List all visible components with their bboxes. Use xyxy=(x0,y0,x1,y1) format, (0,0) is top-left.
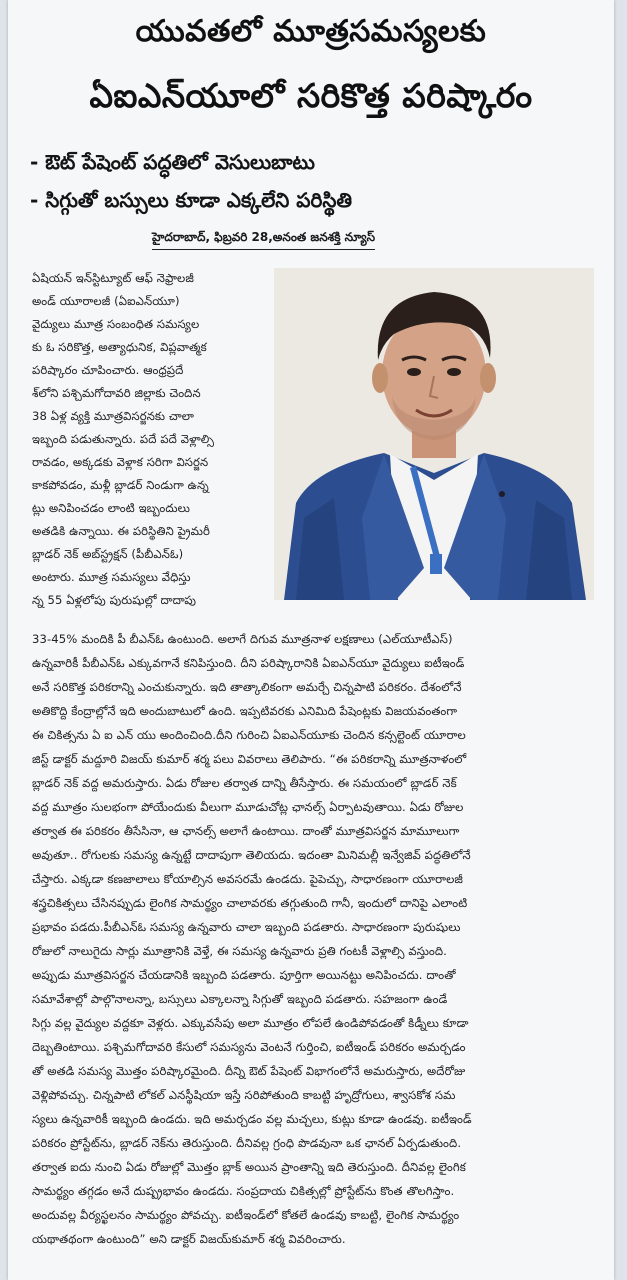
body-text-line: ప్రభావం పడదు.పీబీఎన్ఓ సమస్య ఉన్నవారు చాలా ఇబ్బంది పడతారు. సాధారణంగా పురుషులు xyxy=(32,920,461,934)
body-text-line: ఈ చికిత్సను ఏ ఐ ఎన్ యు అందించింది.దీని గురించి ఏఐఎన్‌యూకు చెందిన కన్సల్టెంట్ యూరాల xyxy=(32,728,466,742)
body-text-line: అతడికి ఉన్నాయి. ఈ పరిస్థితిని ప్రైమరీ xyxy=(32,524,210,538)
body-text-line: కు ఓ సరికొత్త, అత్యాధునిక, విప్లవాత్మక xyxy=(32,340,207,354)
body-text-line: అనే సరికొత్త పరికరాన్ని ఎంచుకున్నారు. ఇది తాత్కాలికంగా అమర్చే చిన్నపాటి పరికరం. దేశంలోనే xyxy=(32,680,462,694)
body-text-line: శస్త్రచికిత్సలు చేసినప్పుడు లైంగిక సామర్థ్యం చాలావరకు తగ్గుతుంది గానీ, ఇందులో దానిపై ఎలాంటి xyxy=(32,896,468,910)
portrait-illustration xyxy=(274,268,594,600)
body-text-line: 33-45% మందికి పీ బీఎన్ఓ ఉంటుంది. అలాగే దిగువ మూత్రనాళ లక్షణాలు (ఎల్‌యూటీఎస్) xyxy=(32,632,453,646)
body-text-line: సమావేశాల్లో పాల్గొనాలన్నా, బస్సులు ఎక్కాలన్నా సిగ్గుతో ఇబ్బంది పడతారు. సహజంగా ఉండే xyxy=(32,992,448,1006)
body-text-line: అందువల్ల వీర్యస్ఖలనం సామర్థ్యం పోవచ్చు. ఐటీఇండ్‌లో కోతలే ఉండవు కాబట్టి, లైంగిక సామర్థ్యం xyxy=(32,1208,460,1222)
subheading-2: - సిగ్గుతో బస్సులు కూడా ఎక్కలేని పరిస్థితి xyxy=(30,188,353,212)
body-text-line: సిగ్గు వల్ల వైద్యుల వద్దకూ వెళ్లరు. ఎక్కువసేపు అలా మూత్రం లోపలే ఉండిపోవడంతో కిడ్నీలు కూడా xyxy=(32,1016,469,1030)
body-text-line: రోజులో నాలుగైదు సార్లు మూత్రానికి వెళ్తే, ఈ సమస్య ఉన్నవారు ప్రతి గంటకీ వెళ్లాల్సి వస్తుంది. xyxy=(32,944,447,958)
body-text-line: వద్ద మూత్రం సులభంగా పోయేందుకు వీలుగా మూడుచోట్ల ఛానల్స్ ఏర్పాటవుతాయి. ఏడు రోజుల xyxy=(32,800,464,814)
body-text-line: అప్పుడు మూత్రవిసర్జన చేయడానికి ఇబ్బంది పడతారు. పూర్తిగా అయినట్టు అనిపించదు. దాంతో xyxy=(32,968,456,982)
body-text-line: తర్వాత ఐదు నుంచి ఏడు రోజుల్లో మొత్తం బ్లాక్ అయిన ప్రాంతాన్ని ఇది తెరుస్తుంది. దీనివల్ల లైంగిక xyxy=(32,1160,466,1174)
body-text-line: బ్లాడర్ నెక్ అబ్‌స్ట్రక్షన్ (పీబీఎన్‌ఓ) xyxy=(32,547,184,561)
body-text-line: అంటారు. మూత్ర సమస్యలు వేధిస్తు xyxy=(32,570,191,584)
body-text-line: తర్వాత ఈ పరికరం తీసేసినా, ఆ ఛానల్స్ అలాగే ఉంటాయి. దాంతో మూత్రవిసర్జన మామూలుగా xyxy=(32,824,460,838)
body-text-line: జిస్ట్ డాక్టర్ మద్దూరి విజయ్ కుమార్ శర్మ పలు వివరాలు తెలిపారు. “ఈ పరికరాన్ని మూత్రనాళంలో xyxy=(32,752,467,766)
headline-line-1: యువతలో మూత్రసమస్యలకు xyxy=(135,14,487,49)
body-text-line: శ్‌లోని పశ్చిమగోదావరి జిల్లాకు చెందిన xyxy=(32,386,201,400)
body-text-line: ఏషియన్ ఇన్‌స్టిట్యూట్ ఆఫ్ నెఫ్రాలజీ xyxy=(32,271,194,285)
body-text-line: వైద్యులు మూత్ర సంబంధిత సమస్యల xyxy=(32,317,200,331)
body-text-line: పరికరం ప్రోస్టేట్‌ను, బ్లాడర్ నెక్‌ను తెరుస్తుంది. దీనివల్ల గ్రంధి పొడవునా ఒక ఛానల్ ఏర్పడుతుంది. xyxy=(32,1136,462,1150)
body-text-line: రావడం, అక్కడకు వెళ్లాక సరిగా విసర్జన xyxy=(32,455,209,469)
body-text-line: చేస్తారు. ఎక్కడా కణజాలాలు కోయాల్సిన అవసరమే ఉండదు. పైపెచ్చు, సాధారణంగా యూరాలజీ xyxy=(32,872,464,886)
body-text-line: 38 ఏళ్ల వ్యక్తి మూత్రవిసర్జనకు చాలా xyxy=(32,409,195,423)
body-text-line: దెబ్బతింటాయి. పశ్చిమగోదావరి కేసులో సమస్యను వెంటనే గుర్తించి, ఐటీఇండ్ పరికరం అమర్చడం xyxy=(32,1040,466,1054)
body-text-line: పరిష్కారం చూపించారు. ఆంధ్రప్రదే xyxy=(32,363,184,377)
subheading-1: - ఔట్ పేషెంట్ పద్ధతిలో వెసులుబాటు xyxy=(30,150,315,174)
dateline: హైదరాబాద్, ఫిబ్రవరి 28,అనంత జనశక్తి న్యూస్ xyxy=(152,230,375,250)
body-text-line: బ్లాడర్ నెక్ వద్ద అమరుస్తారు. ఏడు రోజుల తర్వాత దాన్ని తీసేస్తారు. ఈ సమయంలో బ్లాడర్ నెక్ xyxy=(32,776,457,790)
body-text-line: ఉన్నవారికీ పీబీఎన్‌ఓ ఎక్కువగానే కనిపిస్తుంది. దీని పరిష్కారానికి ఏఐఎన్‌యూ వైద్యులు ఐటీఇండ్ xyxy=(32,656,465,670)
body-text-line: సామర్థ్యం తగ్గడం అనే దుష్ప్రభావం ఉండదు. సంప్రదాయ చికిత్సల్లో ప్రోస్టేట్‌ను కొంత తొలగిస్తాం. xyxy=(32,1184,455,1198)
body-text-line: వెళ్లిపోవచ్చు. చిన్నపాటి లోకల్ ఎనస్థీషియా ఇస్తే సరిపోతుంది కాబట్టి హృద్రోగులు, శ్వాసకోశ సమ xyxy=(32,1088,456,1102)
body-text-line: అవుతూ.. రోగులకు సమస్య ఉన్నట్టే దాదాపుగా తెలియదు. ఇదంతా మినిమల్లీ ఇన్వేజివ్ పద్ధతిలోనే xyxy=(32,848,471,862)
body-text-line: స్యలు ఉన్నవారికీ ఇబ్బంది ఉండదు. ఇది అమర్చడం వల్ల మచ్చలు, కుట్లు కూడా ఉండవు. ఐటీఇండ్ xyxy=(32,1112,472,1126)
newspaper-clipping xyxy=(8,0,614,1280)
headline-line-2: ఏఐఎన్‌యూలో సరికొత్త పరిష్కారం xyxy=(89,76,533,115)
body-text-line: యథాతథంగా ఉంటుంది” అని డాక్టర్ విజయ్‌కుమార్ శర్మ వివరించారు. xyxy=(32,1232,346,1246)
body-text-line: అతికొద్ది కేంద్రాల్లోనే ఇది అందుబాటులో ఉంది. ఇప్పటివరకు ఎనిమిది పేషెంట్లకు విజయవంతంగా xyxy=(32,704,458,718)
body-text-line: తో అతడి సమస్య మొత్తం పరిష్కారమైంది. దీన్ని ఔట్ పేషెంట్ విభాగంలోనే అమరుస్తారు, అదేరోజు xyxy=(32,1064,466,1078)
body-text-line: అండ్ యూరాలజీ (ఏఐఎన్‌యూ) xyxy=(32,294,180,308)
doctor-portrait-photo xyxy=(274,268,594,600)
body-text-line: కాకపోవడం, మళ్లీ బ్లాడర్ నిండుగా ఉన్న xyxy=(32,478,209,492)
body-text-line: ఇబ్బంది పడుతున్నారు. పదే పదే వెళ్లాల్సి xyxy=(32,432,215,446)
body-text-line: న్న 55 ఏళ్లలోపు పురుషుల్లో దాదాపు xyxy=(32,593,197,607)
body-text-line: ట్లు అనిపించడం లాంటి ఇబ్బందులు xyxy=(32,501,190,515)
